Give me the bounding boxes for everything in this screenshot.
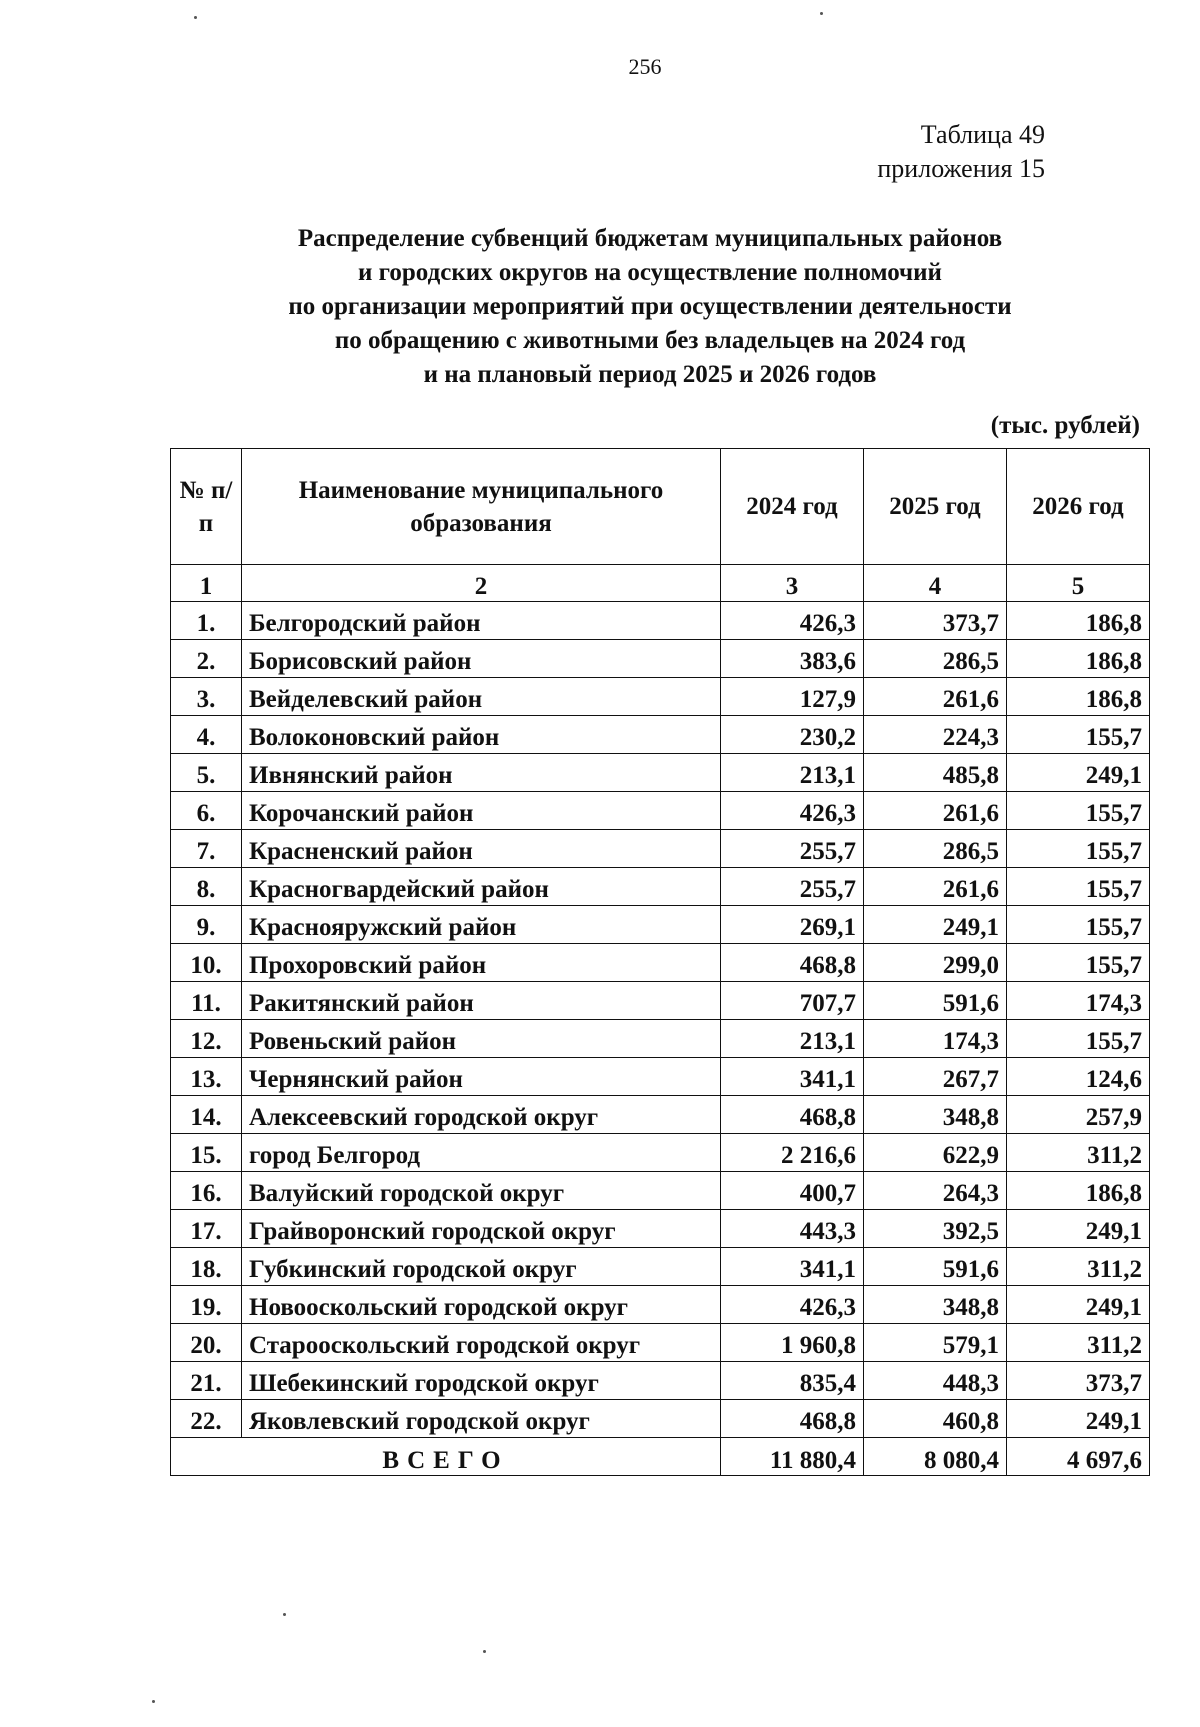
row-number: 9. [171, 906, 242, 944]
row-name: Новооскольский городской округ [242, 1286, 721, 1324]
row-value-2025: 286,5 [864, 640, 1007, 678]
title-line-1: Распределение субвенций бюджетам муниципальных районов [297, 225, 1003, 252]
row-value-2025: 249,1 [864, 906, 1007, 944]
scan-speck [194, 16, 197, 19]
document-title [175, 222, 1125, 392]
row-value-2024: 426,3 [721, 792, 864, 830]
row-value-2026: 155,7 [1007, 944, 1150, 982]
row-name: Алексеевский городской округ [242, 1096, 721, 1134]
scan-speck [820, 12, 823, 15]
column-number: 1 [171, 565, 242, 602]
row-value-2025: 392,5 [864, 1210, 1007, 1248]
table-reference [877, 118, 1045, 186]
row-value-2025: 286,5 [864, 830, 1007, 868]
table-row [171, 1058, 1150, 1096]
row-value-2025: 485,8 [864, 754, 1007, 792]
row-number: 2. [171, 640, 242, 678]
table-row [171, 716, 1150, 754]
table-row [171, 830, 1150, 868]
title-line-3: по организации мероприятий при осуществлении деятельности [288, 293, 1012, 320]
table-row [171, 868, 1150, 906]
table-row [171, 1248, 1150, 1286]
row-number: 15. [171, 1134, 242, 1172]
row-value-2026: 311,2 [1007, 1134, 1150, 1172]
row-value-2024: 1 960,8 [721, 1324, 864, 1362]
table-row [171, 982, 1150, 1020]
row-name: Ровеньский район [242, 1020, 721, 1058]
row-number: 1. [171, 602, 242, 640]
table-row [171, 792, 1150, 830]
row-value-2025: 267,7 [864, 1058, 1007, 1096]
row-name: Краснояружский район [242, 906, 721, 944]
row-value-2025: 261,6 [864, 868, 1007, 906]
row-value-2024: 255,7 [721, 830, 864, 868]
title-line-2: и городских округов на осуществление полномочий [358, 259, 942, 286]
row-number: 17. [171, 1210, 242, 1248]
row-value-2024: 341,1 [721, 1248, 864, 1286]
column-number: 3 [721, 565, 864, 602]
row-value-2026: 186,8 [1007, 640, 1150, 678]
row-value-2024: 468,8 [721, 1400, 864, 1438]
table-ref-line-1: Таблица 49 [920, 120, 1045, 149]
header-2024: 2024 год [721, 449, 864, 565]
table-row [171, 906, 1150, 944]
row-value-2026: 155,7 [1007, 906, 1150, 944]
row-number: 12. [171, 1020, 242, 1058]
row-number: 20. [171, 1324, 242, 1362]
row-value-2024: 213,1 [721, 1020, 864, 1058]
row-value-2024: 341,1 [721, 1058, 864, 1096]
row-value-2026: 249,1 [1007, 1286, 1150, 1324]
table-row [171, 1400, 1150, 1438]
row-number: 7. [171, 830, 242, 868]
row-value-2024: 255,7 [721, 868, 864, 906]
row-number: 21. [171, 1362, 242, 1400]
header-num: № п/п [171, 449, 242, 565]
total-label: ВСЕГО [171, 1438, 721, 1476]
row-value-2026: 249,1 [1007, 1400, 1150, 1438]
row-value-2026: 311,2 [1007, 1248, 1150, 1286]
row-value-2025: 264,3 [864, 1172, 1007, 1210]
row-value-2025: 299,0 [864, 944, 1007, 982]
table-row [171, 1324, 1150, 1362]
row-value-2026: 124,6 [1007, 1058, 1150, 1096]
row-name: Валуйский городской округ [242, 1172, 721, 1210]
header-2026: 2026 год [1007, 449, 1150, 565]
row-name: Ракитянский район [242, 982, 721, 1020]
table-row [171, 754, 1150, 792]
row-value-2026: 186,8 [1007, 1172, 1150, 1210]
row-value-2025: 591,6 [864, 1248, 1007, 1286]
column-number: 4 [864, 565, 1007, 602]
row-name: Прохоровский район [242, 944, 721, 982]
row-value-2024: 426,3 [721, 1286, 864, 1324]
title-line-4: по обращению с животными без владельцев на 2024 год [334, 327, 966, 354]
row-value-2026: 155,7 [1007, 716, 1150, 754]
scan-speck [152, 1700, 155, 1703]
total-row [171, 1438, 1150, 1476]
column-number: 2 [242, 565, 721, 602]
row-name: Красногвардейский район [242, 868, 721, 906]
row-name: Шебекинский городской округ [242, 1362, 721, 1400]
row-value-2025: 174,3 [864, 1020, 1007, 1058]
row-value-2024: 127,9 [721, 678, 864, 716]
row-number: 6. [171, 792, 242, 830]
row-value-2024: 269,1 [721, 906, 864, 944]
row-value-2025: 373,7 [864, 602, 1007, 640]
row-number: 18. [171, 1248, 242, 1286]
table-row [171, 944, 1150, 982]
row-value-2024: 2 216,6 [721, 1134, 864, 1172]
row-value-2026: 186,8 [1007, 602, 1150, 640]
row-value-2024: 426,3 [721, 602, 864, 640]
row-number: 14. [171, 1096, 242, 1134]
scan-speck [283, 1613, 286, 1616]
row-name: Грайворонский городской округ [242, 1210, 721, 1248]
row-value-2025: 261,6 [864, 792, 1007, 830]
row-number: 13. [171, 1058, 242, 1096]
header-2025: 2025 год [864, 449, 1007, 565]
row-value-2025: 460,8 [864, 1400, 1007, 1438]
header-name: Наименование муниципального образования [242, 449, 721, 565]
row-value-2025: 348,8 [864, 1286, 1007, 1324]
row-number: 10. [171, 944, 242, 982]
row-value-2026: 186,8 [1007, 678, 1150, 716]
table-row [171, 1020, 1150, 1058]
row-name: Красненский район [242, 830, 721, 868]
row-number: 3. [171, 678, 242, 716]
total-2025: 8 080,4 [864, 1438, 1007, 1476]
column-number: 5 [1007, 565, 1150, 602]
row-value-2025: 622,9 [864, 1134, 1007, 1172]
row-name: Белгородский район [242, 602, 721, 640]
row-value-2024: 400,7 [721, 1172, 864, 1210]
row-value-2026: 373,7 [1007, 1362, 1150, 1400]
table-row [171, 640, 1150, 678]
row-name: Волоконовский район [242, 716, 721, 754]
row-name: Губкинский городской округ [242, 1248, 721, 1286]
row-value-2024: 707,7 [721, 982, 864, 1020]
row-name: Корочанский район [242, 792, 721, 830]
row-value-2026: 249,1 [1007, 1210, 1150, 1248]
row-value-2026: 174,3 [1007, 982, 1150, 1020]
row-number: 4. [171, 716, 242, 754]
total-2024: 11 880,4 [721, 1438, 864, 1476]
row-number: 5. [171, 754, 242, 792]
row-number: 8. [171, 868, 242, 906]
row-name: Ивнянский район [242, 754, 721, 792]
table-header-row [171, 449, 1150, 565]
row-value-2024: 383,6 [721, 640, 864, 678]
row-name: Чернянский район [242, 1058, 721, 1096]
table-body [171, 565, 1150, 1438]
table-row [171, 1096, 1150, 1134]
row-value-2025: 448,3 [864, 1362, 1007, 1400]
table-row [171, 678, 1150, 716]
row-value-2024: 213,1 [721, 754, 864, 792]
row-number: 16. [171, 1172, 242, 1210]
row-number: 22. [171, 1400, 242, 1438]
table-row [171, 1210, 1150, 1248]
row-number: 19. [171, 1286, 242, 1324]
row-name: Старооскольский городской округ [242, 1324, 721, 1362]
table-row [171, 602, 1150, 640]
row-value-2025: 348,8 [864, 1096, 1007, 1134]
row-value-2026: 155,7 [1007, 1020, 1150, 1058]
row-value-2024: 468,8 [721, 1096, 864, 1134]
column-numbers-row [171, 565, 1150, 602]
table-row [171, 1134, 1150, 1172]
row-value-2024: 443,3 [721, 1210, 864, 1248]
page-number: 256 [628, 54, 662, 79]
row-value-2025: 261,6 [864, 678, 1007, 716]
row-name: Яковлевский городской округ [242, 1400, 721, 1438]
row-name: Вейделевский район [242, 678, 721, 716]
row-value-2024: 835,4 [721, 1362, 864, 1400]
row-number: 11. [171, 982, 242, 1020]
total-2026: 4 697,6 [1007, 1438, 1150, 1476]
row-value-2024: 230,2 [721, 716, 864, 754]
row-value-2026: 257,9 [1007, 1096, 1150, 1134]
table-ref-line-2: приложения 15 [877, 154, 1045, 183]
row-value-2026: 249,1 [1007, 754, 1150, 792]
table-row [171, 1172, 1150, 1210]
title-line-5: и на плановый период 2025 и 2026 годов [423, 361, 877, 388]
units-label: (тыс. рублей) [990, 412, 1140, 439]
row-name: город Белгород [242, 1134, 721, 1172]
row-value-2025: 224,3 [864, 716, 1007, 754]
row-value-2026: 155,7 [1007, 830, 1150, 868]
row-value-2025: 579,1 [864, 1324, 1007, 1362]
row-value-2024: 468,8 [721, 944, 864, 982]
row-value-2026: 155,7 [1007, 792, 1150, 830]
scan-speck [483, 1650, 486, 1653]
table-row [171, 1286, 1150, 1324]
row-name: Борисовский район [242, 640, 721, 678]
row-value-2025: 591,6 [864, 982, 1007, 1020]
distribution-table [170, 448, 1150, 1476]
row-value-2026: 311,2 [1007, 1324, 1150, 1362]
row-value-2026: 155,7 [1007, 868, 1150, 906]
table-row [171, 1362, 1150, 1400]
